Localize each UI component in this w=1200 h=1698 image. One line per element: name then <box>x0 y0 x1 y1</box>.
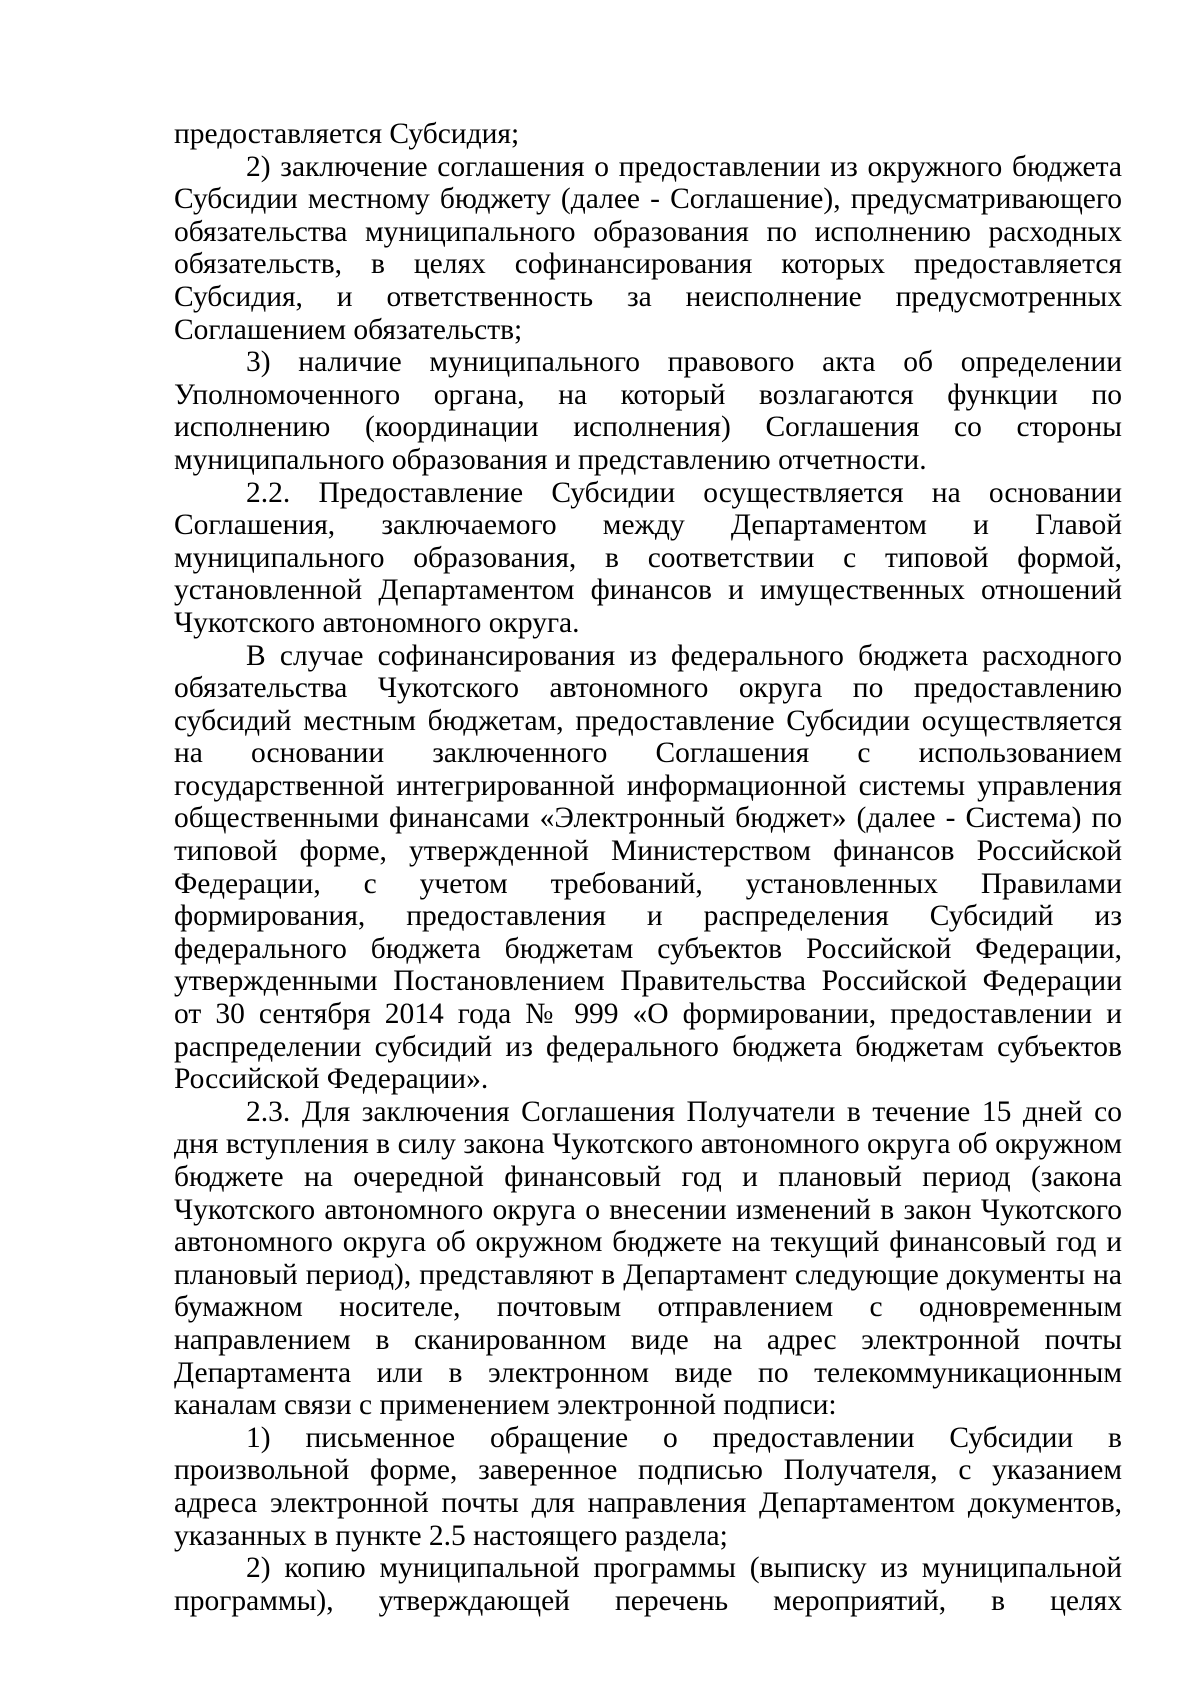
paragraph-item-3-legal-act: 3) наличие муниципального правового акта об определении Уполномоченного органа, на который возлагаются функции по исполнению (координации исполнения) Соглашения со стороны муниципального образования и представлению отчетности. <box>174 346 1122 476</box>
document-page <box>174 118 1122 1617</box>
paragraph-item-1-application: 1) письменное обращение о предоставлении Субсидии в произвольной форме, заверенное подписью Получателя, с указанием адреса электронной почты для направления Департаментом документов, указанных в пункте 2.5 настоящего раздела; <box>174 1421 1122 1552</box>
paragraph-item-2-program-copy: 2) копию муниципальной программы (выписку из муниципальной программы), утверждающей перечень мероприятий, в целях <box>174 1552 1122 1617</box>
paragraph-federal-cofinancing: В случае софинансирования из федерального бюджета расходного обязательства Чукотского автономного округа по предоставлению субсидий местным бюджетам, предоставление Субсидии осуществляется на основании заключенного Соглашения с использованием государственной интегрированной информационной системы управления общественными финансами «Электронный бюджет» (далее - Система) по типовой форме, утвержденной Министерством финансов Российской Федерации, с учетом требований, установленных Правилами формирования, предоставления и распределения Субсидий из федерального бюджета бюджетам субъектов Российской Федерации, утвержденными Постановлением Правительства Российской Федерации от 30 сентября 2014 года № 999 «О формировании, предоставлении и распределении субсидий из федерального бюджета бюджетам субъектов Российской Федерации». <box>174 639 1122 1096</box>
paragraph-item-2-agreement: 2) заключение соглашения о предоставлении из окружного бюджета Субсидии местному бюджету (далее - Соглашение), предусматривающего обязательства муниципального образования по исполнению расходных обязательств, в целях софинансирования которых предоставляется Субсидия, и ответственность за неисполнение предусмотренных Соглашением обязательств; <box>174 150 1122 346</box>
paragraph-continuation: предоставляется Субсидия; <box>174 118 520 150</box>
paragraph-2-2: 2.2. Предоставление Субсидии осуществляется на основании Соглашения, заключаемого между Департаментом и Главой муниципального образования, в соответствии с типовой формой, установленной Департаментом финансов и имущественных отношений Чукотского автономного округа. <box>174 476 1122 639</box>
paragraph-2-3: 2.3. Для заключения Соглашения Получатели в течение 15 дней со дня вступления в силу закона Чукотского автономного округа об окружном бюджете на очередной финансовый год и плановый период (закона Чукотского автономного округа о внесении изменений в закон Чукотского автономного округа об окружном бюджете на текущий финансовый год и плановый период), представляют в Департамент следующие документы на бумажном носителе, почтовым отправлением с одновременным направлением в сканированном виде на адрес электронной почты Департамента или в электронном виде по телекоммуникационным каналам связи с применением электронной подписи: <box>174 1095 1122 1422</box>
